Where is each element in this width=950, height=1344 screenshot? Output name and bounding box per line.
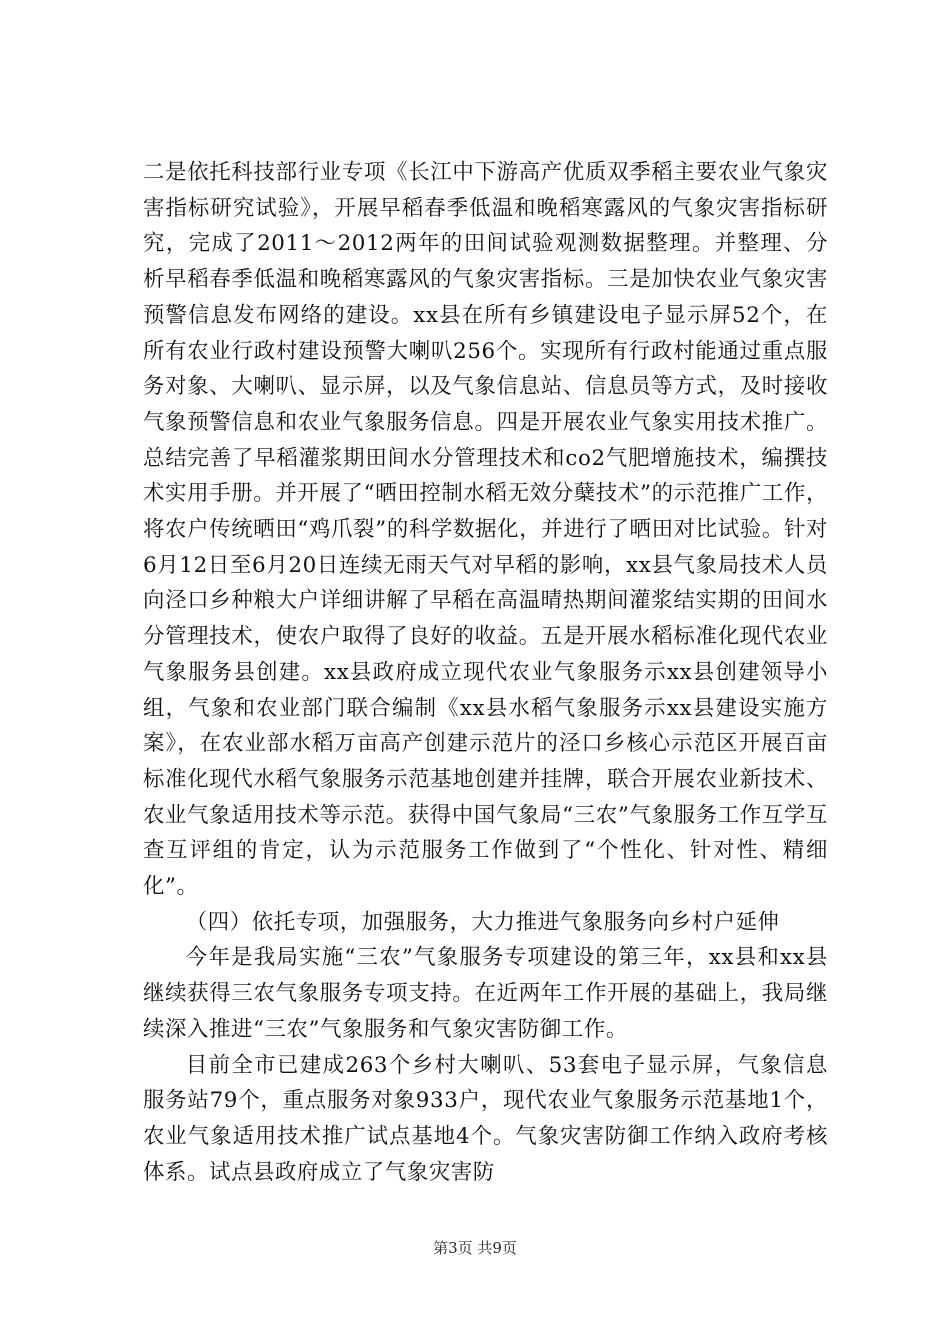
body-paragraph-1: 二是依托科技部行业专项《长江中下游高产优质双季稻主要农业气象灾害指标研究试验》，开展早稻春季低温和晚稻寒露风的气象灾害指标研究，完成了2011～2012两年的田间试验观测数据整理。并整理、分析早稻春季低温和晚稻寒露风的气象灾害指标。三是加快农业气象灾害预警信息发布网络的建设。xx县在所有乡镇建设电子显示屏52个，在所有农业行政村建设预警大喇叭256个。实现所有行政村能通过重点服务对象、大喇叭、显示屏，以及气象信息站、信息员等方式，及时接收气象预警信息和农业气象服务信息。四是开展农业气象实用技术推广。总结完善了早稻灌浆期田间水分管理技术和co2气肥增施技术，编撰技术实用手册。并开展了“晒田控制水稻无效分蘖技术”的示范推广工作，将农户传统晒田“鸡爪裂”的科学数据化，并进行了晒田对比试验。针对6月12日至6月20日连续无雨天气对早稻的影响，xx县气象局技术人员向泾口乡种粮大户详细讲解了早稻在高温晴热期间灌浆结实期的田间水分管理技术，使农户取得了良好的收益。五是开展水稻标准化现代农业气象服务县创建。xx县政府成立现代农业气象服务示xx县创建领导小组，气象和农业部门联合编制《xx县水稻气象服务示xx县建设实施方案》，在农业部水稻万亩高产创建示范片的泾口乡核心示范区开展百亩标准化现代水稻气象服务示范基地创建并挂牌，联合开展农业新技术、农业气象适用技术等示范。获得中国气象局“三农”气象服务工作互学互查互评组的肯定，认为示范服务工作做到了“个性化、针对性、精细化”。 <box>143 160 828 900</box>
page-footer: 第3页 共9页 <box>433 1239 517 1257</box>
body-paragraph-3: 目前全市已建成263个乡村大喇叭、53套电子显示屏，气象信息服务站79个，重点服务对象933户，现代农业气象服务示范基地1个，农业气象适用技术推广试点基地4个。气象灾害防御工作纳入政府考核体系。试点县政府成立了气象灾害防 <box>143 1052 828 1185</box>
section-heading-4: （四）依托专项，加强服务，大力推进气象服务向乡村户延伸 <box>185 909 780 935</box>
body-paragraph-2: 今年是我局实施“三农”气象服务专项建设的第三年，xx县和xx县继续获得三农气象服务专项支持。在近两年工作开展的基础上，我局继续深入推进“三农”气象服务和气象灾害防御工作。 <box>143 945 828 1042</box>
document-body <box>143 155 828 1190</box>
